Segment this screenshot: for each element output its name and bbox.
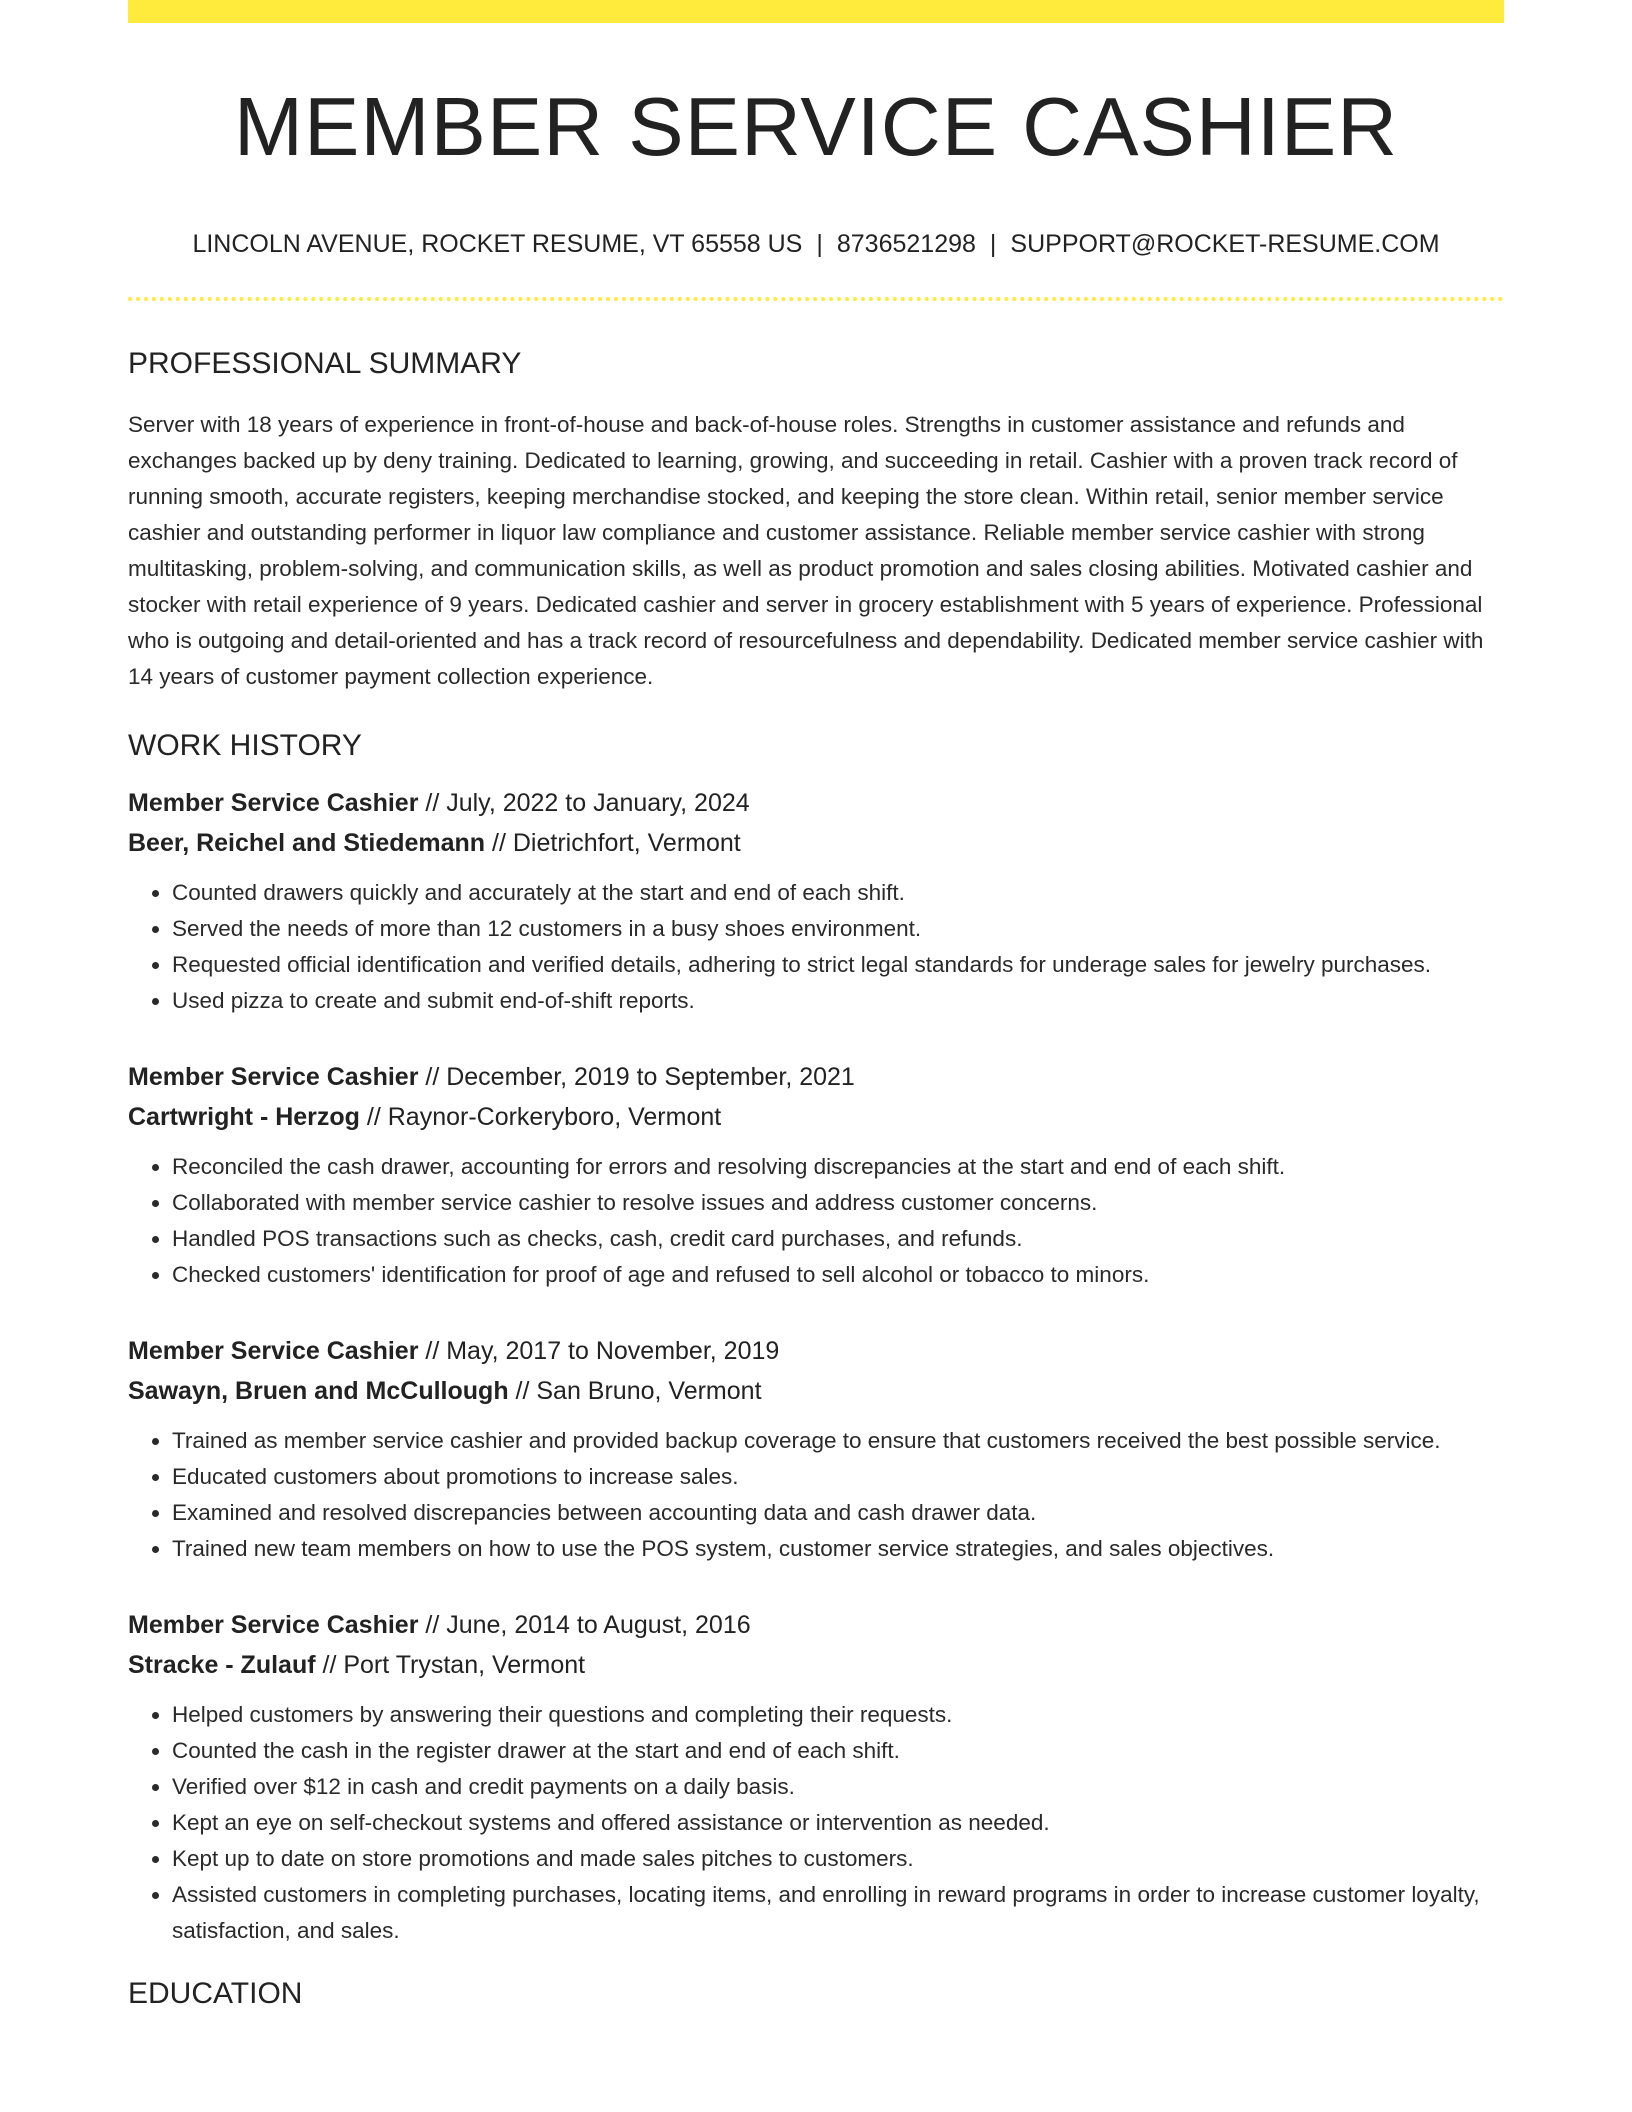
job-dates: // May, 2017 to November, 2019 xyxy=(418,1337,780,1365)
job-bullet: • Counted the cash in the register drawer at the start and end of each shift. xyxy=(172,1733,1504,1769)
job-title: Member Service Cashier xyxy=(128,1337,419,1365)
job-bullet: • Served the needs of more than 12 customers in a busy shoes environment. xyxy=(172,911,1504,947)
job-dates: // December, 2019 to September, 2021 xyxy=(418,1063,855,1091)
job-company-line xyxy=(128,1645,1504,1685)
contact-separator: | xyxy=(816,230,823,258)
job-company-line xyxy=(128,1097,1504,1137)
job-title-line xyxy=(128,1331,1504,1371)
job-bullet: • Counted drawers quickly and accurately at the start and end of each shift. xyxy=(172,875,1504,911)
job-dates: // July, 2022 to January, 2024 xyxy=(418,789,750,817)
job-bullet-list xyxy=(128,875,1504,1019)
job-entry xyxy=(128,783,1504,1019)
job-bullet: • Kept up to date on store promotions and made sales pitches to customers. xyxy=(172,1841,1504,1877)
contact-email: SUPPORT@ROCKET-RESUME.COM xyxy=(1010,230,1440,258)
job-bullet: • Assisted customers in completing purchases, locating items, and enrolling in reward programs in order to increase customer loyalty, satisfaction, and sales. xyxy=(172,1877,1504,1949)
job-bullet: • Trained as member service cashier and provided backup coverage to ensure that customers received the best possible service. xyxy=(172,1423,1504,1459)
job-entry xyxy=(128,1057,1504,1293)
job-bullet: • Examined and resolved discrepancies between accounting data and cash drawer data. xyxy=(172,1495,1504,1531)
job-bullet: • Reconciled the cash drawer, accounting for errors and resolving discrepancies at the start and end of each shift. xyxy=(172,1149,1504,1185)
contact-phone: 8736521298 xyxy=(836,230,976,258)
summary-text: Server with 18 years of experience in front-of-house and back-of-house roles. Strengths in customer assistance and refunds and exchanges backed up by deny training. Dedicated to learning, growing, and succeeding in retail. Cashier with a proven track record of running smooth, accurate registers, keeping merchandise stocked, and keeping the store clean. Within retail, senior member service cashier and outstanding performer in liquor law compliance and customer assistance. Reliable member service cashier with strong multitasking, problem-solving, and communication skills, as well as product promotion and sales closing abilities. Motivated cashier and stocker with retail experience of 9 years. Dedicated cashier and server in grocery establishment with 5 years of experience. Professional who is outgoing and detail-oriented and has a track record of resourcefulness and dependability. Dedicated member service cashier with 14 years of customer payment collection experience. xyxy=(128,412,1484,689)
summary-heading: PROFESSIONAL SUMMARY xyxy=(128,347,522,380)
job-bullet: • Checked customers' identification for proof of age and refused to sell alcohol or tobacco to minors. xyxy=(172,1257,1504,1293)
job-bullet: • Handled POS transactions such as checks, cash, credit card purchases, and refunds. xyxy=(172,1221,1504,1257)
job-bullet-list xyxy=(128,1697,1504,1949)
job-title-line xyxy=(128,1057,1504,1097)
job-title-line xyxy=(128,1605,1504,1645)
job-title: Member Service Cashier xyxy=(128,1611,419,1639)
job-bullet: • Educated customers about promotions to increase sales. xyxy=(172,1459,1504,1495)
job-bullet: • Used pizza to create and submit end-of-shift reports. xyxy=(172,983,1504,1019)
job-bullet: • Collaborated with member service cashier to resolve issues and address customer concerns. xyxy=(172,1185,1504,1221)
job-bullet-list xyxy=(128,1423,1504,1567)
job-title: Member Service Cashier xyxy=(128,789,419,817)
contact-line xyxy=(128,232,1504,257)
contact-separator: | xyxy=(989,230,997,258)
job-location: // Dietrichfort, Vermont xyxy=(485,829,741,857)
job-bullet: • Kept an eye on self-checkout systems and offered assistance or intervention as needed. xyxy=(172,1805,1504,1841)
job-location: // San Bruno, Vermont xyxy=(508,1377,762,1405)
job-company: Stracke - Zulauf xyxy=(128,1651,316,1679)
job-bullet-list xyxy=(128,1149,1504,1293)
job-company: Cartwright - Herzog xyxy=(128,1103,360,1131)
resume-page xyxy=(128,0,1504,2009)
job-company: Sawayn, Bruen and McCullough xyxy=(128,1377,509,1405)
resume-title: MEMBER SERVICE CASHIER xyxy=(233,80,1399,173)
contact-address: LINCOLN AVENUE, ROCKET RESUME, VT 65558 US xyxy=(192,230,803,258)
job-location: // Port Trystan, Vermont xyxy=(315,1651,586,1679)
job-entry xyxy=(128,1331,1504,1567)
top-accent-bar xyxy=(128,0,1504,23)
job-dates: // June, 2014 to August, 2016 xyxy=(418,1611,751,1639)
job-bullet: • Requested official identification and verified details, adhering to strict legal standards for underage sales for jewelry purchases. xyxy=(172,947,1504,983)
job-title: Member Service Cashier xyxy=(128,1063,419,1091)
job-company: Beer, Reichel and Stiedemann xyxy=(128,829,486,857)
job-bullet: • Trained new team members on how to use the POS system, customer service strategies, and sales objectives. xyxy=(172,1531,1504,1567)
job-location: // Raynor-Corkeryboro, Vermont xyxy=(359,1103,722,1131)
job-bullet: • Verified over $12 in cash and credit payments on a daily basis. xyxy=(172,1769,1504,1805)
education-heading: EDUCATION xyxy=(128,1977,303,2010)
job-company-line xyxy=(128,823,1504,863)
job-bullet: • Helped customers by answering their questions and completing their requests. xyxy=(172,1697,1504,1733)
work-history-heading: WORK HISTORY xyxy=(128,729,362,762)
job-title-line xyxy=(128,783,1504,823)
dotted-divider xyxy=(128,297,1504,301)
job-entry xyxy=(128,1605,1504,1949)
job-company-line xyxy=(128,1371,1504,1411)
